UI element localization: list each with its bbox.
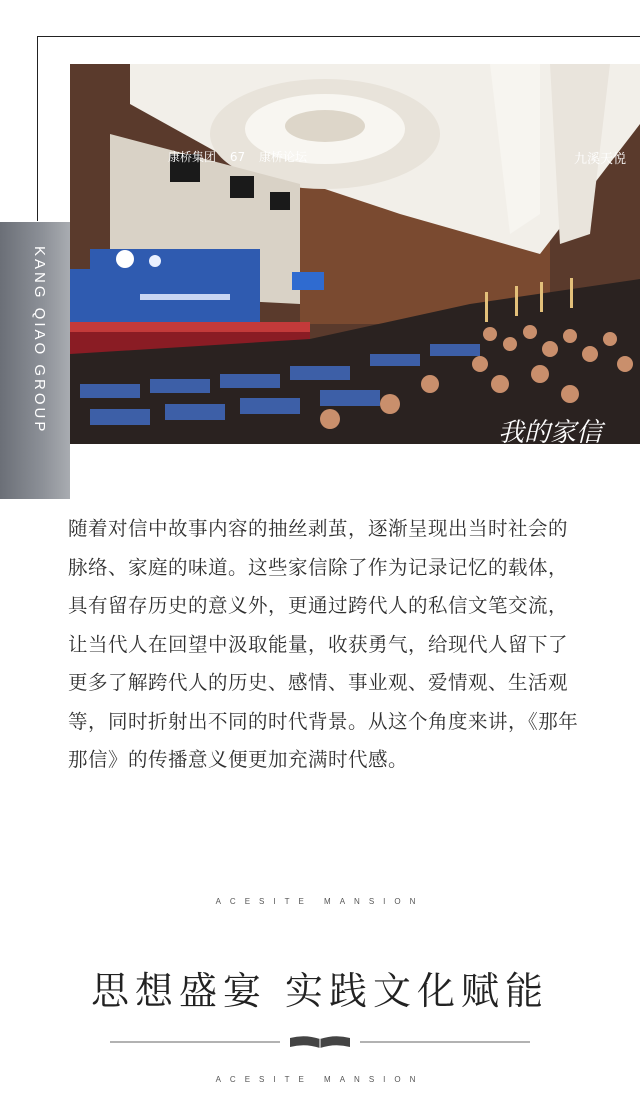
auditorium-illustration bbox=[70, 64, 640, 448]
heading-divider bbox=[110, 1034, 530, 1050]
tag-top: ACESITE MANSION bbox=[215, 897, 425, 906]
calligraphy-title bbox=[498, 420, 602, 472]
frame-line-top bbox=[37, 36, 640, 37]
auditorium-photo bbox=[70, 64, 640, 471]
body-paragraph: 随着对信中故事内容的抽丝剥茧，逐渐呈现出当时社会的脉络、家庭的味道。这些家信除了作为记录记忆的载体，具有留存历史的意义外，更通过跨代人的私信文笔交流，让当代人在回望中汲取能量，收获勇气，给现代人留下了更多了解跨代人的历史、感情、事业观、爱情观、生活观等，同时折射出不同的时代背景。从这个角度来讲，《那年 那信》的传播意义便更加充满时代感。 bbox=[68, 517, 579, 771]
body-text bbox=[68, 510, 580, 780]
forum-logo: 康桥论坛 bbox=[258, 150, 307, 164]
side-label: KANG QIAO GROUP bbox=[31, 246, 48, 435]
calligraphy-line-1: 我的家信 bbox=[497, 418, 602, 448]
frame-line-left bbox=[37, 36, 38, 221]
photo-logos bbox=[168, 148, 317, 165]
section-heading: 思想盛宴 实践文化赋能 bbox=[90, 969, 550, 1013]
forum-number: 67 bbox=[229, 150, 246, 164]
calligraphy-line-2: 我的家 bbox=[542, 447, 602, 471]
kangqiao-group-logo: 康桥集团 bbox=[168, 150, 217, 164]
book-icon bbox=[290, 1036, 350, 1048]
tag-bottom: ACESITE MANSION bbox=[215, 1075, 425, 1084]
project-logo: 九溪天悦 bbox=[573, 152, 626, 167]
